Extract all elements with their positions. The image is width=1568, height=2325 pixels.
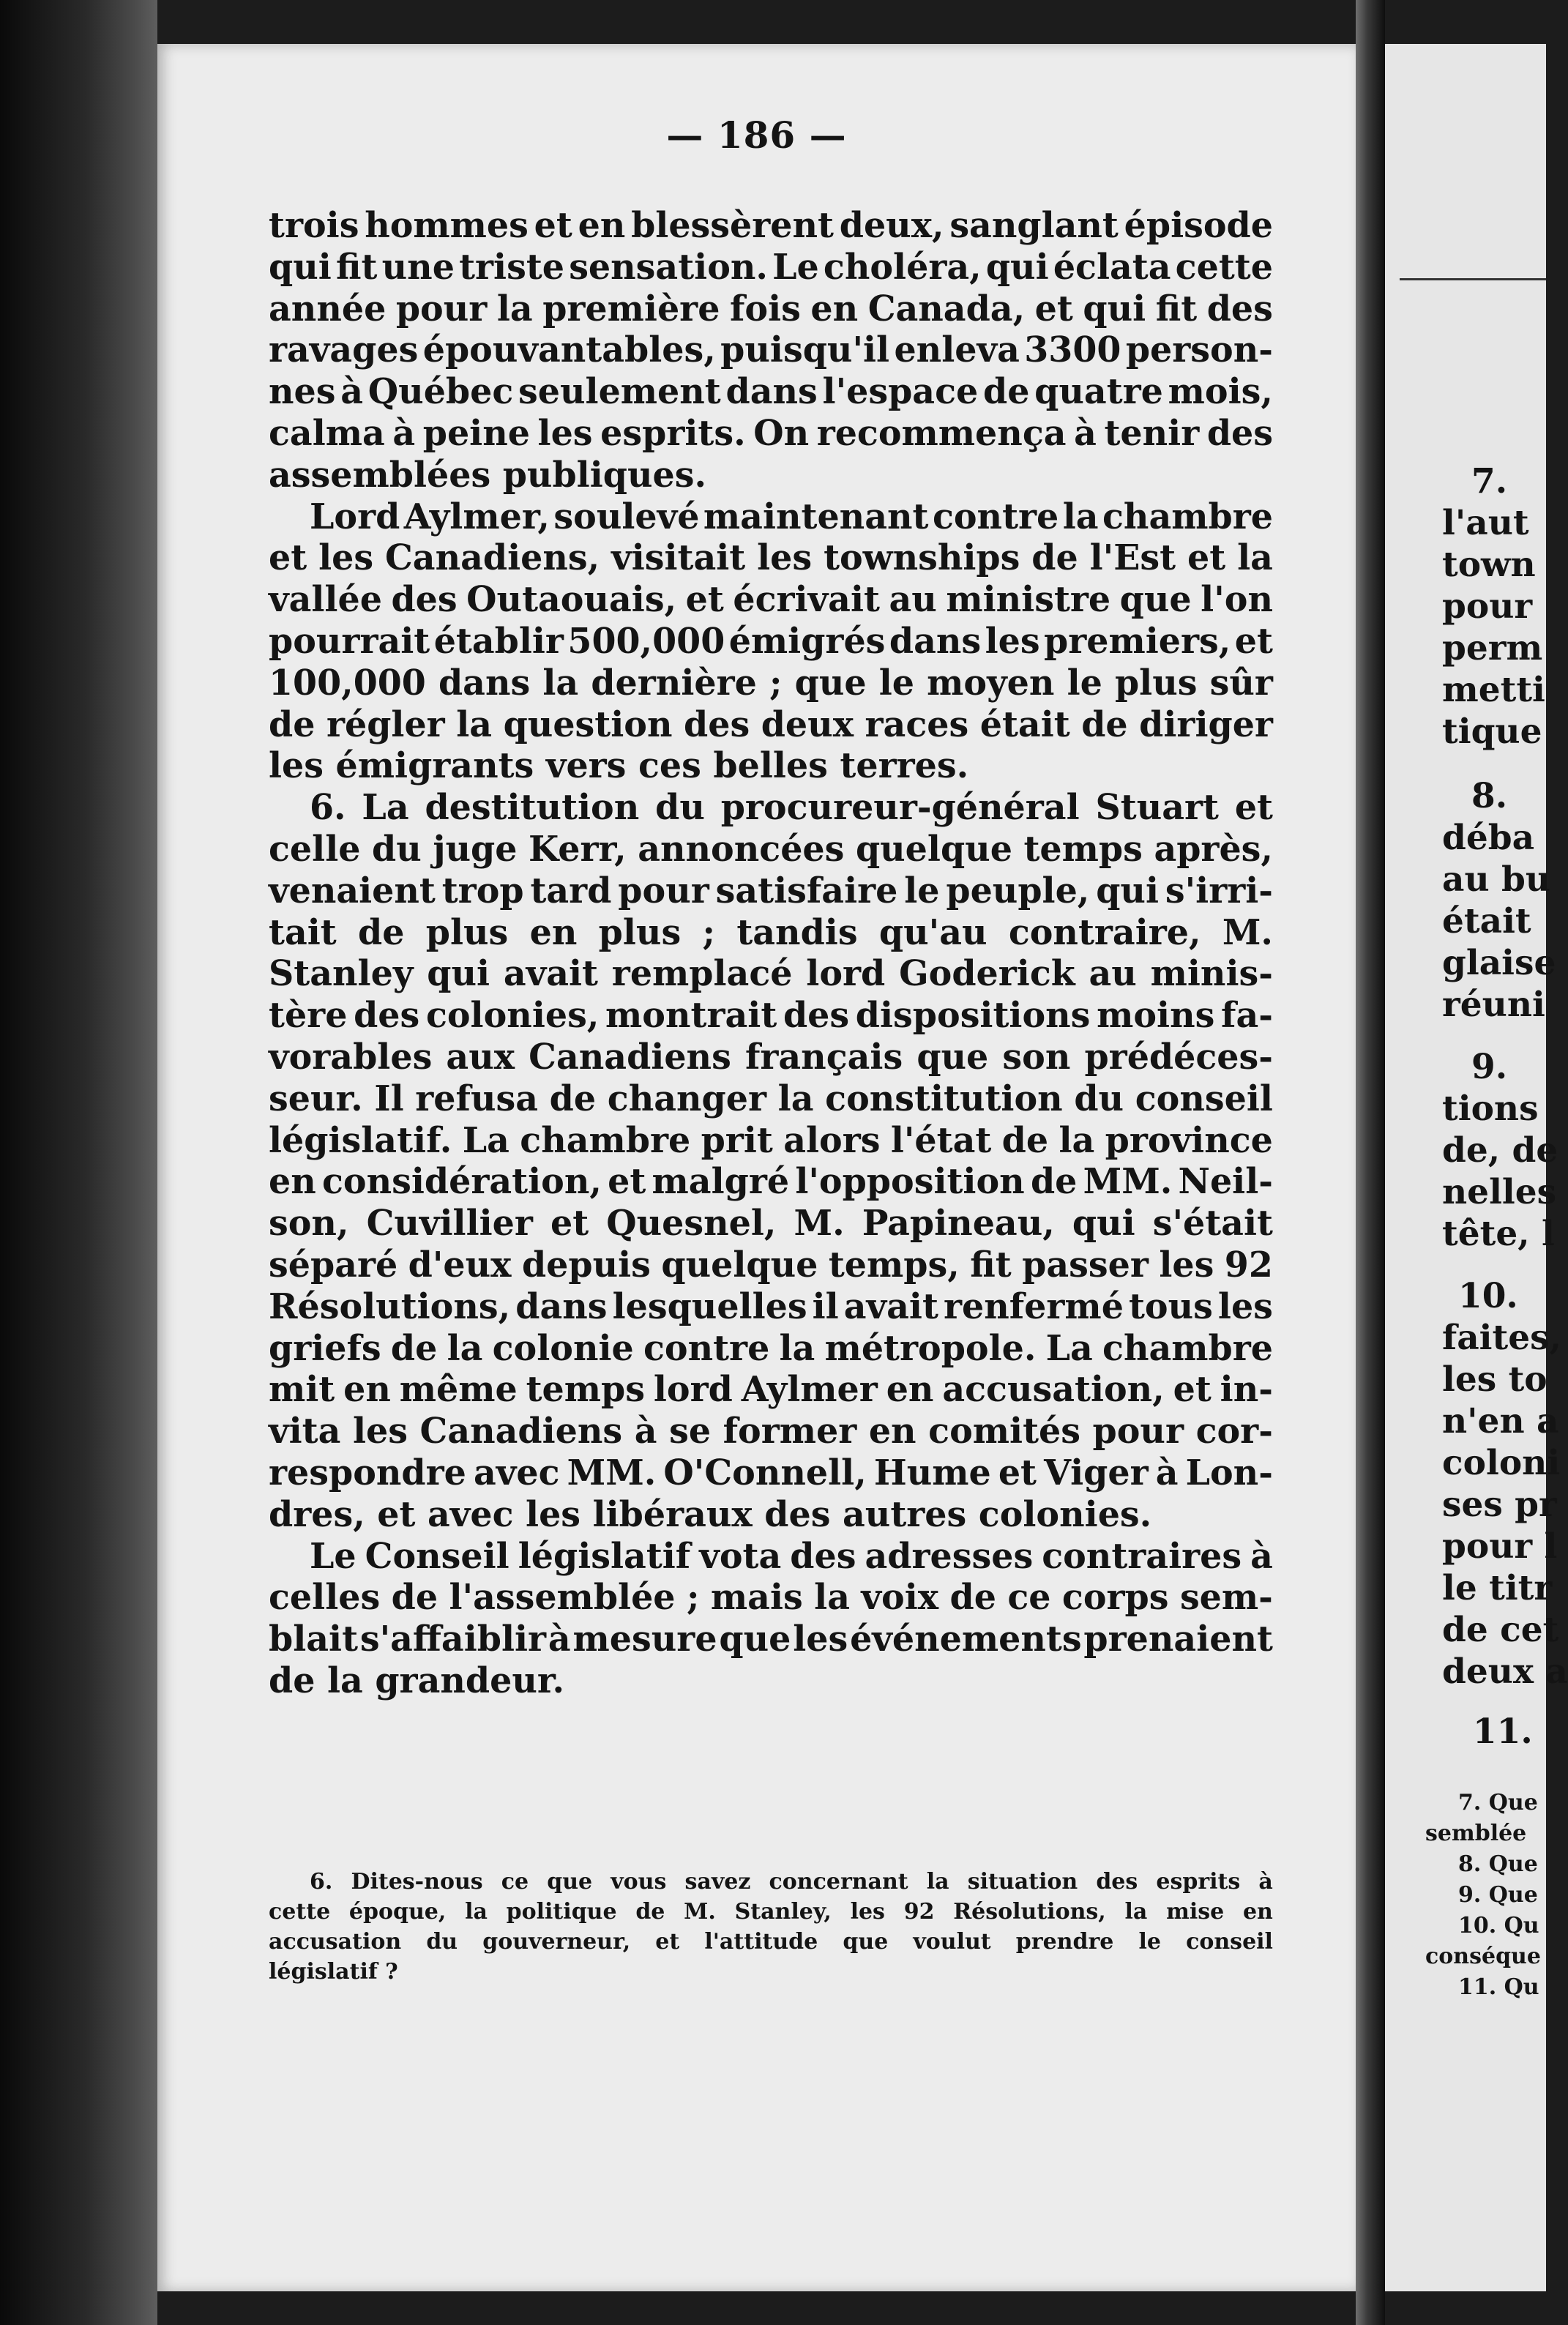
text-line: nes à Québec seulement dans l'espace de quatre mois,	[269, 371, 1273, 413]
text-line: séparé d'eux depuis quelque temps, fit passer les 92	[269, 1244, 1273, 1285]
facing-page-fragment: le titr	[1442, 1568, 1553, 1608]
footnote-line: législatif ?	[269, 1959, 398, 1985]
text-line: griefs de la colonie contre la métropole. La chambre	[269, 1327, 1273, 1369]
text-line: celles de l'assemblée ; mais la voix de ce corps sem-	[269, 1577, 1273, 1619]
facing-page-fragment: pour l	[1442, 1526, 1558, 1567]
text-line: Le Conseil législatif vota des adresses contraires à	[310, 1535, 1273, 1577]
footnote-line: 6. Dites-nous ce que vous savez concernant la situation des esprits à	[310, 1869, 1273, 1895]
text-line: tait de plus en plus ; tandis qu'au contraire, M.	[269, 911, 1273, 953]
text-line: Résolutions, dans lesquelles il avait renfermé tous les	[269, 1285, 1273, 1327]
facing-page	[1385, 44, 1568, 2291]
text-line: qui fit une triste sensation. Le choléra, qui éclata cette	[269, 246, 1273, 288]
facing-page-fragment: coloni	[1442, 1443, 1561, 1483]
text-line: son, Cuvillier et Quesnel, M. Papineau, qui s'était	[269, 1203, 1273, 1244]
facing-page-footnote: semblée	[1425, 1821, 1527, 1846]
facing-page-footnote: 7. Que	[1458, 1790, 1538, 1815]
text-line: Lord Aylmer, soulevé maintenant contre la chambre	[310, 496, 1273, 537]
facing-page-fragment: tions	[1442, 1089, 1539, 1129]
facing-page-fragment: town	[1442, 545, 1536, 585]
footnote	[269, 1867, 1273, 1987]
facing-page-fragment: 11.	[1473, 1712, 1533, 1752]
facing-page-footnote: 9. Que	[1458, 1882, 1538, 1908]
text-line: année pour la première fois en Canada, et qui fit des	[269, 288, 1273, 329]
text-line: pourrait établir 500,000 émigrés dans les premiers, et	[269, 620, 1273, 662]
text-line: 100,000 dans la dernière ; que le moyen le plus sûr	[269, 662, 1273, 704]
book-gutter	[1356, 0, 1385, 2325]
facing-page-fragment: de cet	[1442, 1610, 1559, 1650]
text-line: de régler la question des deux races était de diriger	[269, 704, 1273, 745]
main-text	[269, 205, 1273, 1702]
facing-page-fragment: 9.	[1471, 1047, 1508, 1087]
text-line: calma à peine les esprits. On recommença à tenir des	[269, 412, 1273, 454]
text-line: celle du juge Kerr, annoncées quelque temps après,	[269, 828, 1273, 870]
text-line: seur. Il refusa de changer la constitution du conseil	[269, 1078, 1273, 1119]
facing-page-fragment: l'aut	[1442, 503, 1529, 543]
text-line: 6. La destitution du procureur-général Stuart et	[310, 787, 1273, 829]
text-line: venaient trop tard pour satisfaire le peuple, qui s'irri-	[269, 870, 1273, 911]
header-rule	[1400, 278, 1546, 280]
facing-page-fragment: glaise	[1442, 943, 1556, 983]
text-line: en considération, et malgré l'opposition de MM. Neil-	[269, 1161, 1273, 1203]
facing-page-fragment: faites,	[1442, 1318, 1561, 1358]
text-line: Stanley qui avait remplacé lord Goderick au minis-	[269, 953, 1273, 995]
facing-page-fragment: ses pr	[1442, 1485, 1557, 1525]
facing-page-footnote: 10. Qu	[1458, 1913, 1539, 1938]
facing-page-fragment: n'en a	[1442, 1401, 1559, 1441]
facing-page-fragment: était	[1442, 901, 1531, 941]
page-number: — 186 —	[666, 113, 847, 157]
footnote-line: cette époque, la politique de M. Stanley, les 92 Résolutions, la mise en	[269, 1899, 1273, 1925]
facing-page-footnote: 11. Qu	[1458, 1974, 1539, 2000]
facing-page-fragment: nelles	[1442, 1172, 1557, 1212]
facing-page-fragment: de, de	[1442, 1130, 1558, 1171]
facing-page-fragment: pour	[1442, 586, 1533, 627]
facing-page-footnote: 8. Que	[1458, 1851, 1538, 1877]
facing-page-fragment: tique	[1442, 712, 1542, 752]
scanner-left-edge	[0, 0, 157, 2325]
facing-page-fragment: 10.	[1458, 1276, 1518, 1316]
facing-page-footnote: conséque	[1425, 1944, 1541, 1969]
facing-page-fragment: réuni	[1442, 985, 1545, 1025]
text-line: vorables aux Canadiens français que son prédéces-	[269, 1036, 1273, 1078]
book-page	[157, 44, 1356, 2291]
text-line: les émigrants vers ces belles terres.	[269, 745, 969, 787]
text-line: mit en même temps lord Aylmer en accusation, et in-	[269, 1369, 1273, 1411]
facing-page-fragment: 7.	[1471, 461, 1508, 501]
facing-page-fragment: déba	[1442, 818, 1535, 858]
text-line: ravages épouvantables, puisqu'il enleva 3300 person-	[269, 329, 1273, 371]
text-line: de la grandeur.	[269, 1660, 565, 1701]
facing-page-fragment: au bu	[1442, 859, 1551, 900]
text-line: législatif. La chambre prit alors l'état de la province	[269, 1119, 1273, 1161]
text-line: assemblées publiques.	[269, 454, 707, 496]
text-line: dres, et avec les libéraux des autres colonies.	[269, 1493, 1152, 1535]
footnote-line: accusation du gouverneur, et l'attitude que voulut prendre le conseil	[269, 1929, 1273, 1955]
text-line: tère des colonies, montrait des dispositions moins fa-	[269, 995, 1273, 1037]
text-line: trois hommes et en blessèrent deux, sanglant épisode	[269, 205, 1273, 246]
text-line: et les Canadiens, visitait les townships de l'Est et la	[269, 537, 1273, 579]
facing-page-fragment: tête, l	[1442, 1214, 1555, 1254]
text-line: blait s'affaiblir à mesure que les événements prenaient	[269, 1619, 1273, 1660]
text-line: respondre avec MM. O'Connell, Hume et Viger à Lon-	[269, 1452, 1273, 1493]
facing-page-fragment: metti	[1442, 670, 1545, 710]
facing-page-fragment: 8.	[1471, 776, 1508, 816]
facing-page-fragment: deux a	[1442, 1652, 1568, 1692]
facing-page-fragment: les to	[1442, 1359, 1548, 1400]
text-line: vita les Canadiens à se former en comités pour cor-	[269, 1411, 1273, 1452]
text-line: vallée des Outaouais, et écrivait au ministre que l'on	[269, 579, 1273, 621]
facing-page-fragment: perm	[1442, 628, 1543, 668]
